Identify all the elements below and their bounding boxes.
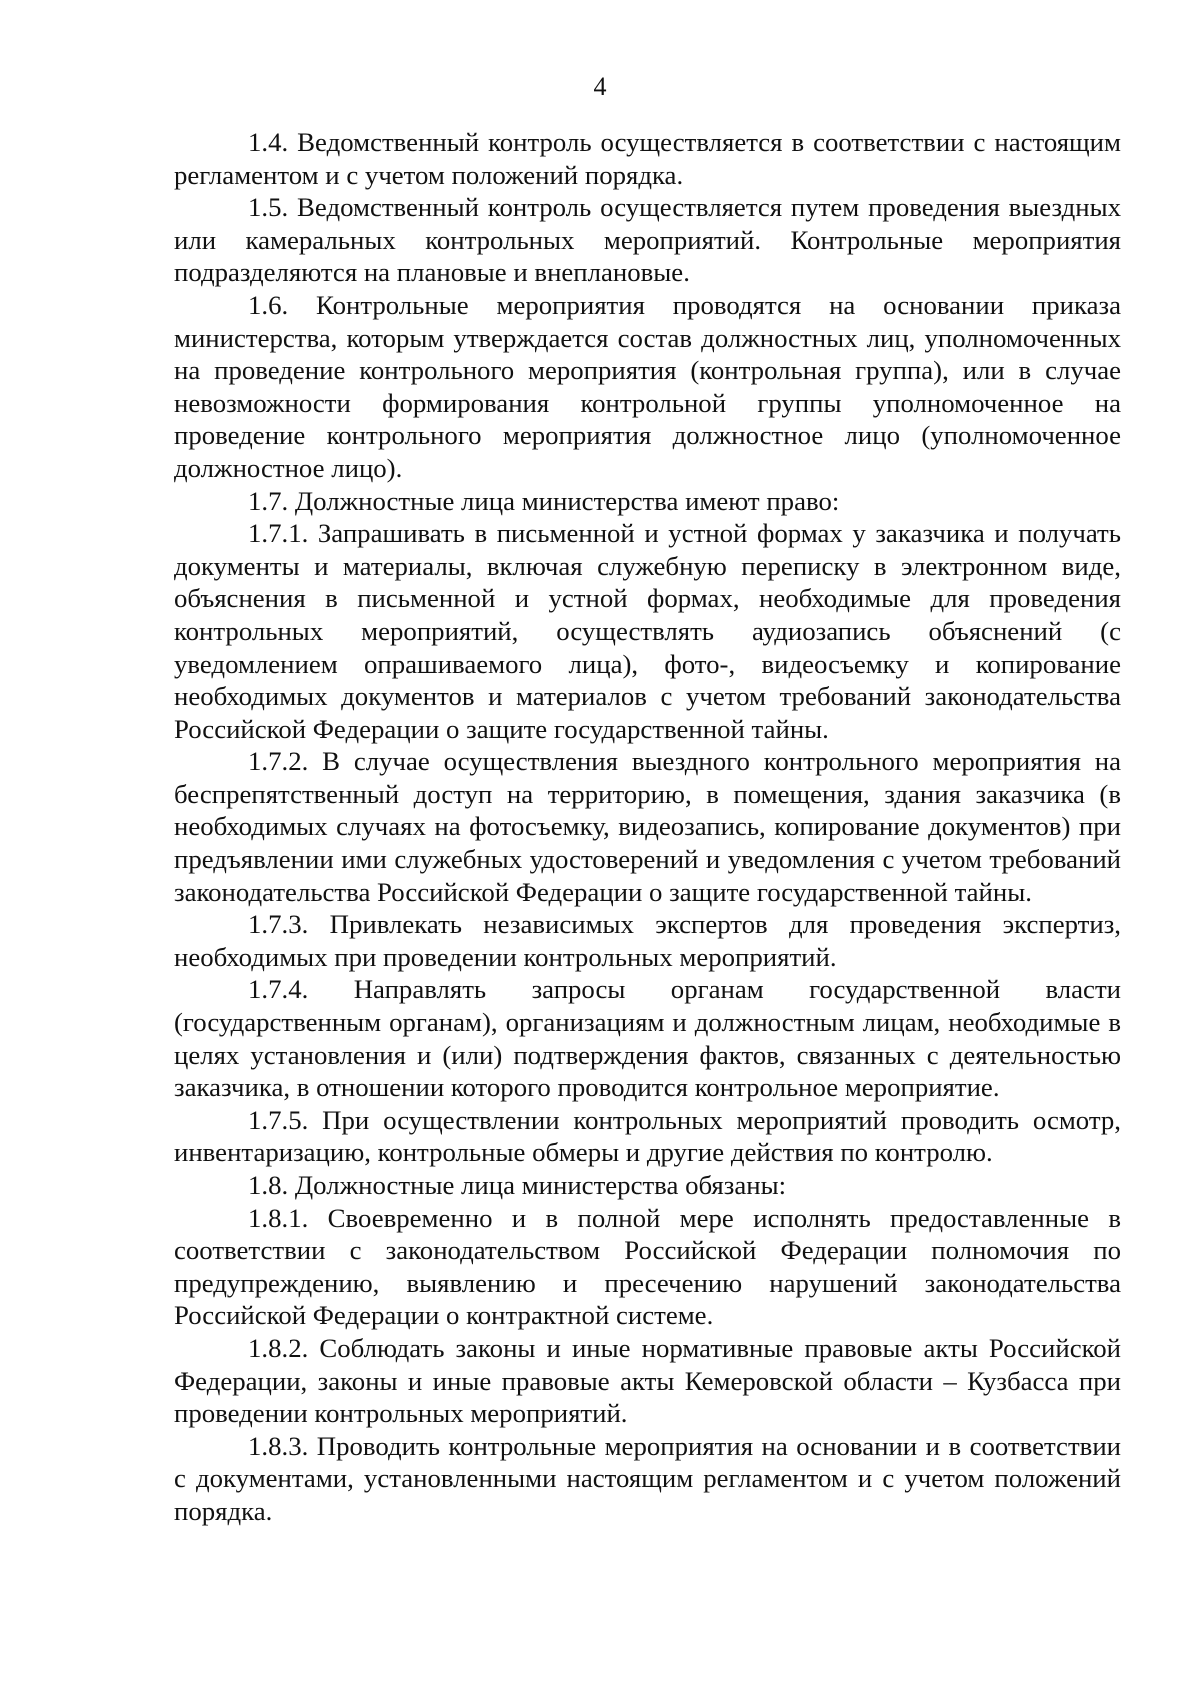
paragraph-1-8-2: 1.8.2. Соблюдать законы и иные нормативные правовые акты Российской Федерации, законы и иные правовые акты Кемеровской области – Кузбасса при проведении контрольных мероприятий. <box>174 1332 1121 1429</box>
paragraph-1-8-3: 1.8.3. Проводить контрольные мероприятия на основании и в соответствии с документами, установленными настоящим регламентом и с учетом положений порядка. <box>174 1430 1121 1526</box>
paragraph-1-5: 1.5. Ведомственный контроль осуществляется путем проведения выездных или камеральных контрольных мероприятий. Контрольные мероприятия подразделяются на плановые и внеплановые. <box>174 192 1121 288</box>
paragraph-1-6: 1.6. Контрольные мероприятия проводятся на основании приказа министерства, которым утверждается состав должностных лиц, уполномоченных на проведение контрольного мероприятия (контрольная группа), или в случае невозможности формирования контрольной группы уполномоченное на проведение контрольного мероприятия должностное лицо (уполномоченное должностное лицо). <box>174 289 1121 483</box>
page-number: 4 <box>593 72 607 101</box>
paragraph-1-7-1: 1.7.1. Запрашивать в письменной и устной формах у заказчика и получать документы и материалы, включая служебную переписку в электронном виде, объяснения в письменной и устной формах, необходимые для проведения контрольных мероприятий, осуществлять аудиозапись объяснений (с уведомлением опрашиваемого лица), фото-, видеосъемку и копирование необходимых документов и материалов с учетом требований законодательства Российской Федерации о защите государственной тайны. <box>174 518 1121 744</box>
paragraph-1-7-5: 1.7.5. При осуществлении контрольных мероприятий проводить осмотр, инвентаризацию, контрольные обмеры и другие действия по контролю. <box>174 1104 1121 1168</box>
body-text <box>174 126 1121 1528</box>
paragraph-1-8-1: 1.8.1. Своевременно и в полной мере исполнять предоставленные в соответствии с законодательством Российской Федерации полномочия по предупреждению, выявлению и пресечению нарушений законодательства Российской Федерации о контрактной системе. <box>174 1202 1121 1331</box>
paragraph-1-7: 1.7. Должностные лица министерства имеют право: <box>248 485 840 516</box>
paragraph-1-7-2: 1.7.2. В случае осуществления выездного контрольного мероприятия на беспрепятственный доступ на территорию, в помещения, здания заказчика (в необходимых случаях на фотосъемку, видеозапись, копирование документов) при предъявлении ими служебных удостоверений и уведомления с учетом требований законодательства Российской Федерации о защите государственной тайны. <box>174 746 1121 907</box>
paragraph-1-7-3: 1.7.3. Привлекать независимых экспертов для проведения экспертиз, необходимых при проведении контрольных мероприятий. <box>174 909 1121 972</box>
paragraph-1-7-4: 1.7.4. Направлять запросы органам государственной власти (государственным органам), организациям и должностным лицам, необходимые в целях установления и (или) подтверждения фактов, связанных с деятельностью заказчика, в отношении которого проводится контрольное мероприятие. <box>174 974 1121 1103</box>
paragraph-1-4: 1.4. Ведомственный контроль осуществляется в соответствии с настоящим регламентом и с учетом положений порядка. <box>174 127 1121 190</box>
paragraph-1-8: 1.8. Должностные лица министерства обязаны: <box>248 1170 787 1200</box>
